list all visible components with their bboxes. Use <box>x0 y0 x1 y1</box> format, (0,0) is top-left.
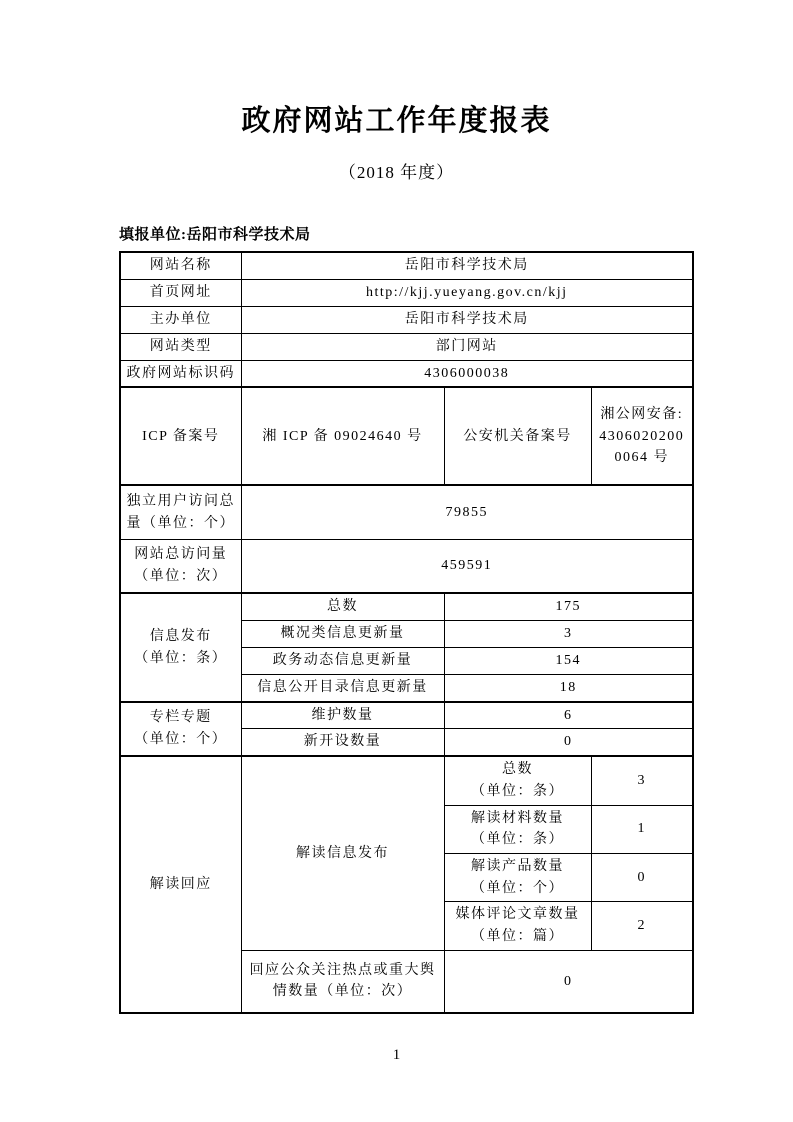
special-topics-unit: （单位：个） <box>134 731 228 747</box>
interp-media-label-cell <box>444 902 591 950</box>
table-row <box>120 333 693 360</box>
interpretation-header-cell: 解读回应 <box>120 756 241 1013</box>
reporting-unit-line: 填报单位:岳阳市科学技术局 <box>119 227 311 244</box>
table-row <box>120 485 693 539</box>
table-row <box>120 387 693 485</box>
interp-product-name: 解读产品数量 <box>471 858 564 874</box>
interp-total-unit: （单位：条） <box>471 783 564 799</box>
public-response-value-cell: 0 <box>444 950 693 1013</box>
interp-product-unit: （单位：个） <box>471 880 564 896</box>
site-type-label-cell: 网站类型 <box>120 333 241 360</box>
homepage-url-value-cell: http://kjj.yueyang.gov.cn/kjj <box>241 279 693 306</box>
page-title: 政府网站工作年度报表 <box>241 105 552 137</box>
info-gov-news-label-cell: 政务动态信息更新量 <box>241 648 444 675</box>
homepage-url-label-cell: 首页网址 <box>120 279 241 306</box>
info-publish-header-cell <box>120 593 241 701</box>
new-count-value-cell: 0 <box>444 729 693 756</box>
unique-visitors-value-cell: 79855 <box>241 485 693 539</box>
interp-product-value-cell: 0 <box>591 853 693 901</box>
interpretation-publish-cell: 解读信息发布 <box>241 756 444 950</box>
site-id-value-cell: 4306000038 <box>241 360 693 387</box>
interp-media-value-cell: 2 <box>591 902 693 950</box>
icp-label-cell: ICP 备案号 <box>120 387 241 485</box>
unique-visitors-label-cell: 独立用户访问总量（单位：个） <box>120 485 241 539</box>
report-year-subtitle: （2018 年度） <box>338 163 455 183</box>
interp-total-label-cell <box>444 756 591 805</box>
site-name-value-cell: 岳阳市科学技术局 <box>241 252 693 279</box>
table-row <box>120 306 693 333</box>
interp-media-name: 媒体评论文章数量 <box>455 907 580 923</box>
site-type-value-cell: 部门网站 <box>241 333 693 360</box>
organizer-label-cell: 主办单位 <box>120 306 241 333</box>
police-filing-value-cell: 湘公网安备:43060202000064 号 <box>591 387 693 485</box>
total-visits-label-cell: 网站总访问量（单位：次） <box>120 539 241 593</box>
interp-material-unit: （单位：条） <box>471 832 564 848</box>
info-directory-label-cell: 信息公开目录信息更新量 <box>241 675 444 702</box>
page-number: 1 <box>392 1047 401 1064</box>
info-gov-news-value-cell: 154 <box>444 648 693 675</box>
interp-material-value-cell: 1 <box>591 805 693 853</box>
interp-total-value-cell: 3 <box>591 756 693 805</box>
info-total-label-cell: 总数 <box>241 593 444 620</box>
site-id-label-cell: 政府网站标识码 <box>120 360 241 387</box>
info-publish-name: 信息发布 <box>149 628 212 644</box>
table-row <box>120 360 693 387</box>
interp-media-unit: （单位：篇） <box>471 928 564 944</box>
table-row <box>120 702 693 729</box>
maintained-count-label-cell: 维护数量 <box>241 702 444 729</box>
site-name-label-cell: 网站名称 <box>120 252 241 279</box>
interp-product-label-cell <box>444 853 591 901</box>
interp-material-label-cell <box>444 805 591 853</box>
special-topics-header-cell <box>120 702 241 756</box>
police-filing-label-cell: 公安机关备案号 <box>444 387 591 485</box>
total-visits-value-cell: 459591 <box>241 539 693 593</box>
table-row <box>120 252 693 279</box>
icp-value-cell: 湘 ICP 备 09024640 号 <box>241 387 444 485</box>
interp-total-name: 总数 <box>502 762 533 778</box>
table-row <box>120 539 693 593</box>
new-count-label-cell: 新开设数量 <box>241 729 444 756</box>
public-response-label-cell: 回应公众关注热点或重大舆情数量（单位：次） <box>241 950 444 1013</box>
info-directory-value-cell: 18 <box>444 675 693 702</box>
interp-material-name: 解读材料数量 <box>471 810 564 826</box>
special-topics-name: 专栏专题 <box>149 710 212 726</box>
table-row <box>120 593 693 620</box>
annual-report-table <box>119 251 694 1014</box>
organizer-value-cell: 岳阳市科学技术局 <box>241 306 693 333</box>
info-publish-unit: （单位：条） <box>134 650 228 666</box>
info-total-value-cell: 175 <box>444 593 693 620</box>
info-overview-value-cell: 3 <box>444 621 693 648</box>
info-overview-label-cell: 概况类信息更新量 <box>241 621 444 648</box>
maintained-count-value-cell: 6 <box>444 702 693 729</box>
table-row <box>120 279 693 306</box>
table-row <box>120 756 693 805</box>
